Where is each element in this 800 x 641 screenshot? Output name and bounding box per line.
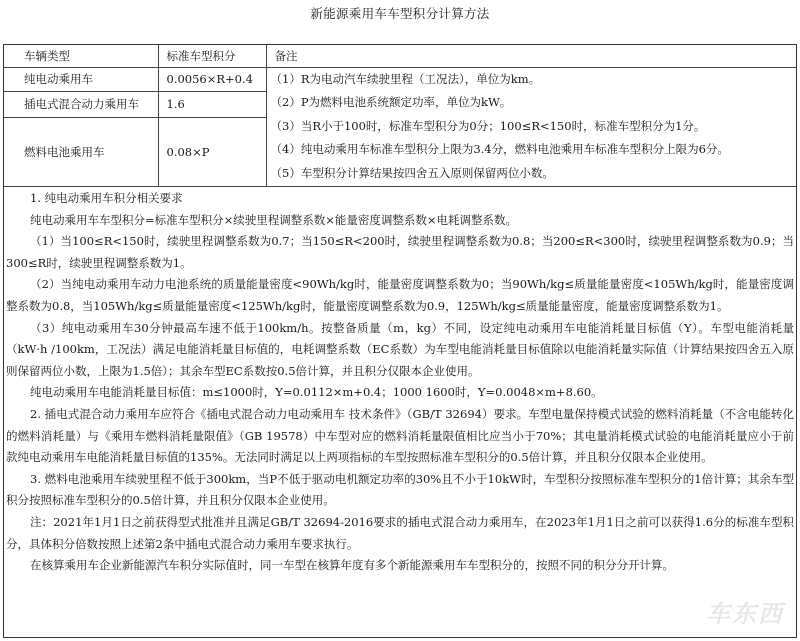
header-notes: 备注 [266,45,796,67]
note-item: （1）R为电动汽车续驶里程（工况法），单位为km。 [270,71,541,86]
vehicle-type-cell: 纯电动乘用车 [4,67,158,91]
header-vehicle-type: 车辆类型 [4,45,158,67]
section-1-item-3: （3）纯电动乘用车30分钟最高车速不低于100km/h。按整备质量（m，kg）不同，设定纯电动乘用车电能消耗量目标值（Y）。车型电能消耗量（kW·h /100km，工况法）满足电能消耗量目标值的，电耗调整系数（EC系数）为车型电能消耗量目标值除以电能消耗量实际值（计算结果按四舍五入原则保留两位小数，上限为1.5倍）；其余车型EC系数按0.5倍计算，并且积分仅限本企业使用。 [6,320,794,378]
section-1-item-2: （2）当纯电动乘用车动力电池系统的质量能量密度<90Wh/kg时，能量密度调整系数为0；当90Wh/kg≤质量能量密度<105Wh/kg时，能量密度调整系数为0.8，当105Wh/kg≤质量能量密度<125Wh/kg时，能量密度调整系数为0.9，125Wh/kg≤质量能量密度，能量密度调整系数为1。 [6,277,794,313]
section-2: 2. 插电式混合动力乘用车应符合《插电式混合动力电动乘用车 技术条件》（GB/T 32694）要求。车型电量保持模式试验的燃料消耗量（不含电能转化的燃料消耗量）与《乘用车燃料消耗量限值》（GB 19578）中车型对应的燃料消耗量限值相比应当小于70%；其电量消耗模式试验的电能消耗量应小于前款纯电动乘用车电能消耗量目标值的135%。无法同时满足以上两项指标的车型按照标准车型积分的0.5倍计算，并且积分仅限本企业使用。 [6,406,794,465]
vehicle-type-cell: 插电式混合动力乘用车 [4,91,158,117]
table-row [4,67,796,91]
note-item: （3）当R小于100时，标准车型积分为0分；100≤R<150时，标准车型积分为1分。 [270,118,706,133]
standard-score-cell: 0.0056×R+0.4 [158,67,266,91]
standard-score-cell: 0.08×P [158,117,266,186]
section-1-item-1: （1）当100≤R<150时，续驶里程调整系数为0.7；当150≤R<200时，续驶里程调整系数为0.8；当200≤R<300时，续驶里程调整系数为0.9；当300≤R时，续驶里程调整系数为1。 [6,234,794,270]
note-item: （2）P为燃料电池系统额定功率，单位为kW。 [270,95,512,109]
note-item: （4）纯电动乘用车标准车型积分上限为3.4分，燃料电池乘用车标准车型积分上限为6分。 [270,142,729,156]
section-1-target: 纯电动乘用车电能消耗量目标值：m≤1000时，Y=0.0112×m+0.4；1000 1600时，Y=0.0048×m+8.60。 [30,385,603,400]
final-note: 在核算乘用车企业新能源汽车积分实际值时，同一车型在核算年度有多个新能源乘用车车型积分的，按照不同的积分分开计算。 [30,558,674,573]
requirements-text [4,186,794,577]
section-1-formula: 纯电动乘用车车型积分=标准车型积分×续驶里程调整系数×能量密度调整系数×电耗调整系数。 [30,212,518,227]
credit-table [4,45,796,187]
table-header-row [4,45,796,67]
document-title: 新能源乘用车车型积分计算方法 [310,6,490,21]
header-standard-score: 标准车型积分 [158,45,266,67]
vehicle-type-cell: 燃料电池乘用车 [4,117,158,186]
footnote: 注：2021年1月1日之前获得型式批准并且满足GB/T 32694-2016要求的插电式混合动力乘用车，在2023年1月1日之前可以获得1.6分的标准车型积分，具体积分倍数按照上述第2条中插电式混合动力乘用车要求执行。 [6,514,794,551]
standard-score-cell: 1.6 [158,91,266,117]
section-1-heading: 1. 纯电动乘用车积分相关要求 [30,191,183,205]
note-item: （5）车型积分计算结果按四舍五入原则保留两位小数。 [270,165,554,180]
watermark-logo: 车东西 [706,600,784,628]
credit-table-frame [3,44,797,638]
section-3: 3. 燃料电池乘用车续驶里程不低于300km，当P不低于驱动电机额定功率的30%且不小于10kW时，车型积分按照标准车型积分的1倍计算；其余车型积分按照标准车型积分的0.5倍计算，并且积分仅限本企业使用。 [6,471,794,508]
notes-cell [266,67,796,186]
